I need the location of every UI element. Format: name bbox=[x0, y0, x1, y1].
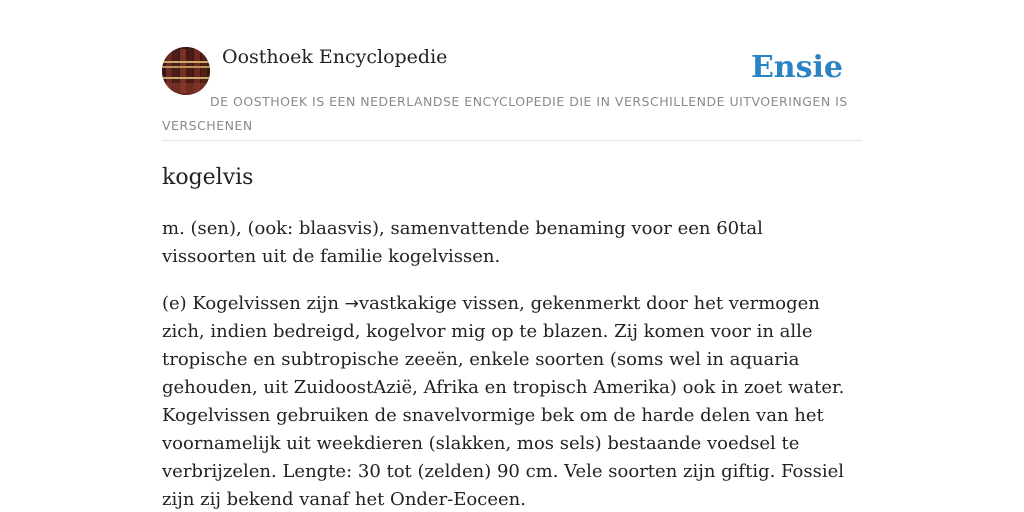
right-arrow-icon: → bbox=[344, 294, 359, 314]
entry-definition: m. (sen), (ook: blaasvis), samenvattende benaming voor een 60tal vissoorten uit de familie kogelvissen. bbox=[162, 218, 763, 267]
site-header bbox=[162, 44, 862, 141]
description-text-rest: , gekenmerkt door het vermogen zich, indien bedreigd, kogelvor mig op te blazen. Zij komen voor in alle tropische en subtropische zeeën, enkele soorten (soms wel in aquaria gehouden, uit ZuidoostAzië, Afrika en tropisch Amerika) ook in zoet water. Kogelvissen gebruiken de snavelvormige bek om de harde delen van het voornamelijk uit weekdieren (slakken, mos sels) bestaande voedsel te verbrijzelen. Lengte: 30 tot (zelden) 90 cm. Vele soorten zijn giftig. Fossiel zijn zij bekend vanaf het Onder-Eoceen. bbox=[162, 293, 845, 510]
site-tagline: DE OOSTHOEK IS EEN NEDERLANDSE ENCYCLOPEDIE DIE IN VERSCHILLENDE UITVOERINGEN IS VERSCHENEN bbox=[162, 94, 848, 133]
entry-title: kogelvis bbox=[162, 165, 254, 190]
cross-reference-link[interactable]: vastkakige vissen bbox=[358, 293, 520, 314]
description-text-start: (e) Kogelvissen zijn bbox=[162, 293, 345, 314]
entry-content bbox=[162, 160, 862, 512]
site-title[interactable]: Oosthoek Encyclopedie bbox=[222, 46, 448, 68]
entry-description bbox=[162, 290, 862, 512]
brand-logo-text[interactable]: Ensie bbox=[750, 50, 843, 85]
encyclopedia-books-icon[interactable] bbox=[162, 47, 210, 95]
